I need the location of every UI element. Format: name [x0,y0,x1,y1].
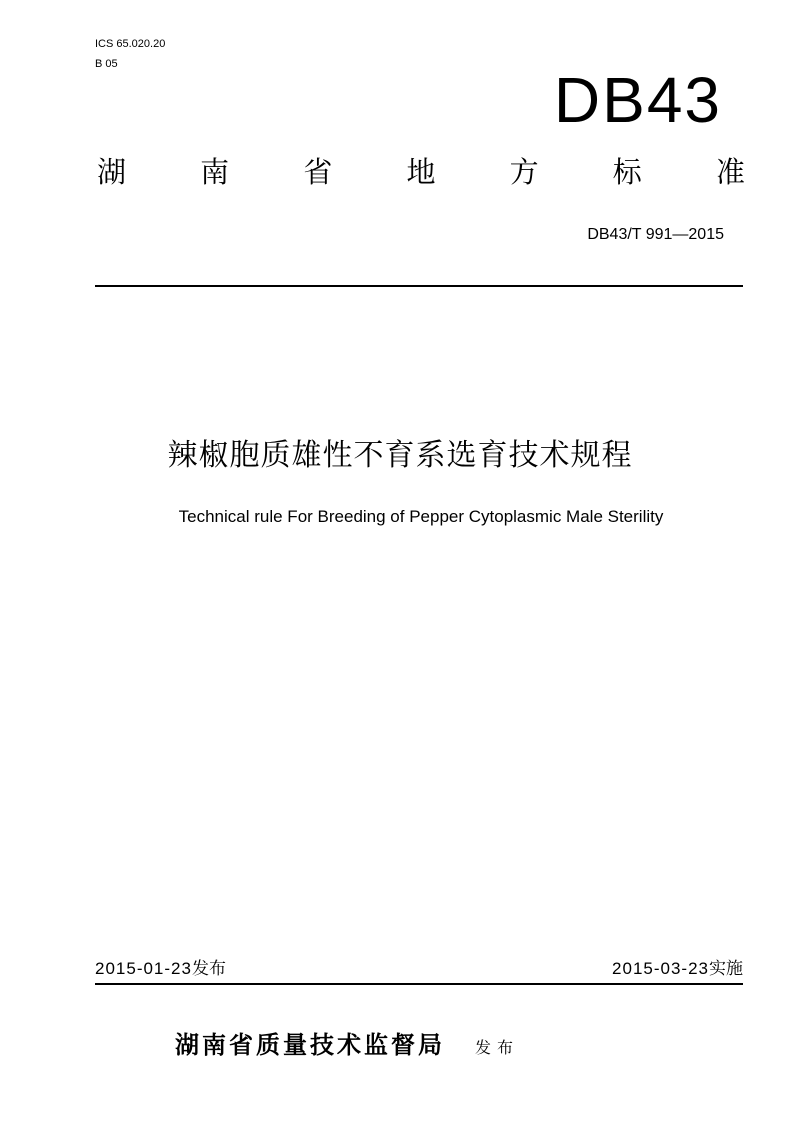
issue-date: 2015-01-23 [95,959,192,978]
standard-code: DB43 [553,64,722,136]
standard-type-char: 南 [200,155,230,189]
document-title-chinese: 辣椒胞质雄性不育系选育技术规程 [167,438,633,473]
document-title-english: Technical rule For Breeding of Pepper Cytoplasmic Male Sterility [178,507,664,526]
standard-type-char: 地 [406,155,436,189]
issue-label: 发布 [191,959,226,979]
standard-number: DB43/T 991—2015 [587,226,724,243]
standard-type-char: 湖 [97,155,127,189]
footer-divider [95,983,743,985]
issuer-line [175,1028,519,1065]
ccs-code: B 05 [95,58,118,70]
standard-type-char: 标 [612,155,642,189]
issuer-action: 发布 [475,1038,520,1057]
standard-type-char: 准 [715,155,745,189]
issue-date-line [95,957,226,981]
standard-type-char: 方 [509,155,539,189]
implement-date: 2015-03-23 [612,959,709,978]
header-divider [95,285,743,287]
implement-date-line [612,957,743,981]
ics-code: ICS 65.020.20 [95,38,166,50]
implement-label: 实施 [709,959,743,979]
standard-type-char: 省 [303,155,333,189]
standard-type-heading [97,150,745,194]
issuer-name: 湖南省质量技术监督局 [175,1031,445,1059]
